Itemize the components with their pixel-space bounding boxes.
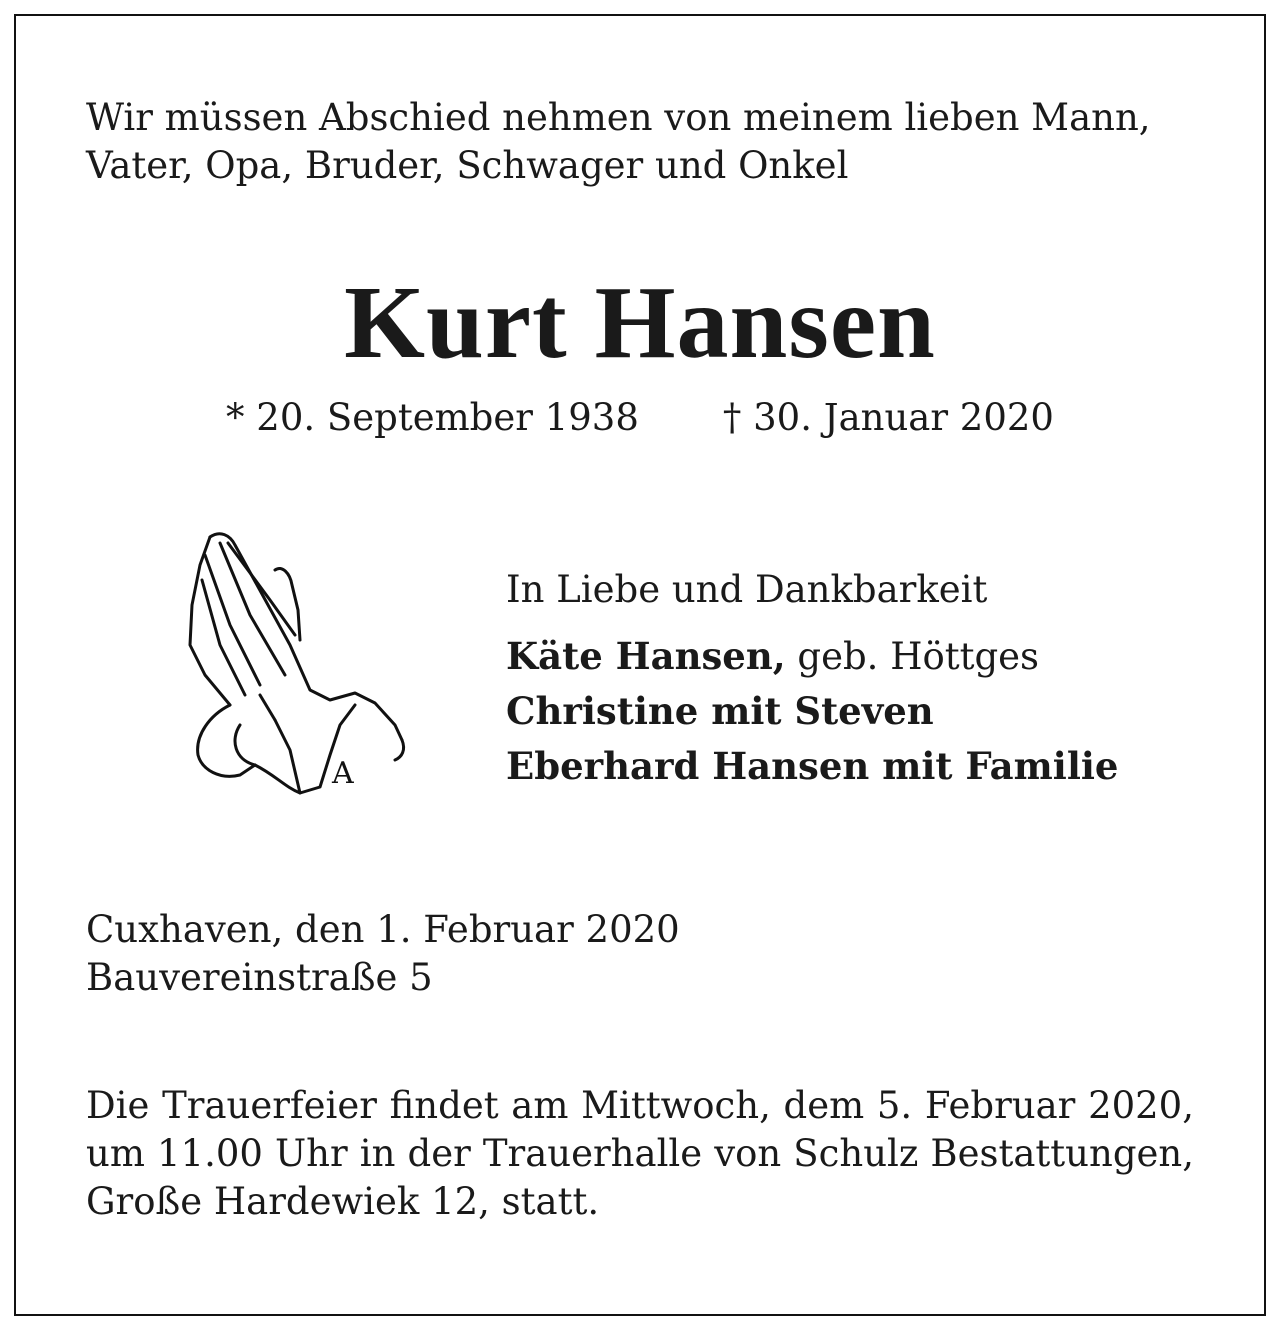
life-dates bbox=[0, 394, 1280, 442]
intro-line: Vater, Opa, Bruder, Schwager und Onkel bbox=[86, 144, 849, 187]
mourners-block bbox=[506, 566, 1118, 797]
birth-date: * 20. September 1938 bbox=[226, 396, 639, 439]
ceremony-notice: Die Trauerfeier findet am Mittwoch, dem 5. Februar 2020, um 11.00 Uhr in der Trauerhalle von Schulz Bestattungen, Große Hardewiek 12, statt. bbox=[86, 1084, 1194, 1223]
monogram: A bbox=[332, 756, 354, 791]
mourner-maiden-name: geb. Höttges bbox=[785, 635, 1040, 678]
deceased-name: Kurt Hansen bbox=[344, 265, 936, 380]
intro-line: Wir müssen Abschied nehmen von meinem lieben Mann, bbox=[86, 96, 1151, 139]
mourner-line bbox=[506, 632, 1118, 687]
intro-text bbox=[86, 94, 1151, 190]
praying-hands-icon bbox=[180, 525, 410, 800]
mourner-line: Christine mit Steven bbox=[506, 689, 934, 733]
place-and-address bbox=[86, 906, 680, 1002]
address: Bauvereinstraße 5 bbox=[86, 956, 433, 999]
mourner-line: Eberhard Hansen mit Familie bbox=[506, 744, 1119, 788]
mourner-name: Käte Hansen, bbox=[506, 634, 786, 678]
death-date: † 30. Januar 2020 bbox=[722, 396, 1054, 439]
place-date: Cuxhaven, den 1. Februar 2020 bbox=[86, 908, 680, 951]
mourners-heading: In Liebe und Dankbarkeit bbox=[506, 568, 988, 611]
